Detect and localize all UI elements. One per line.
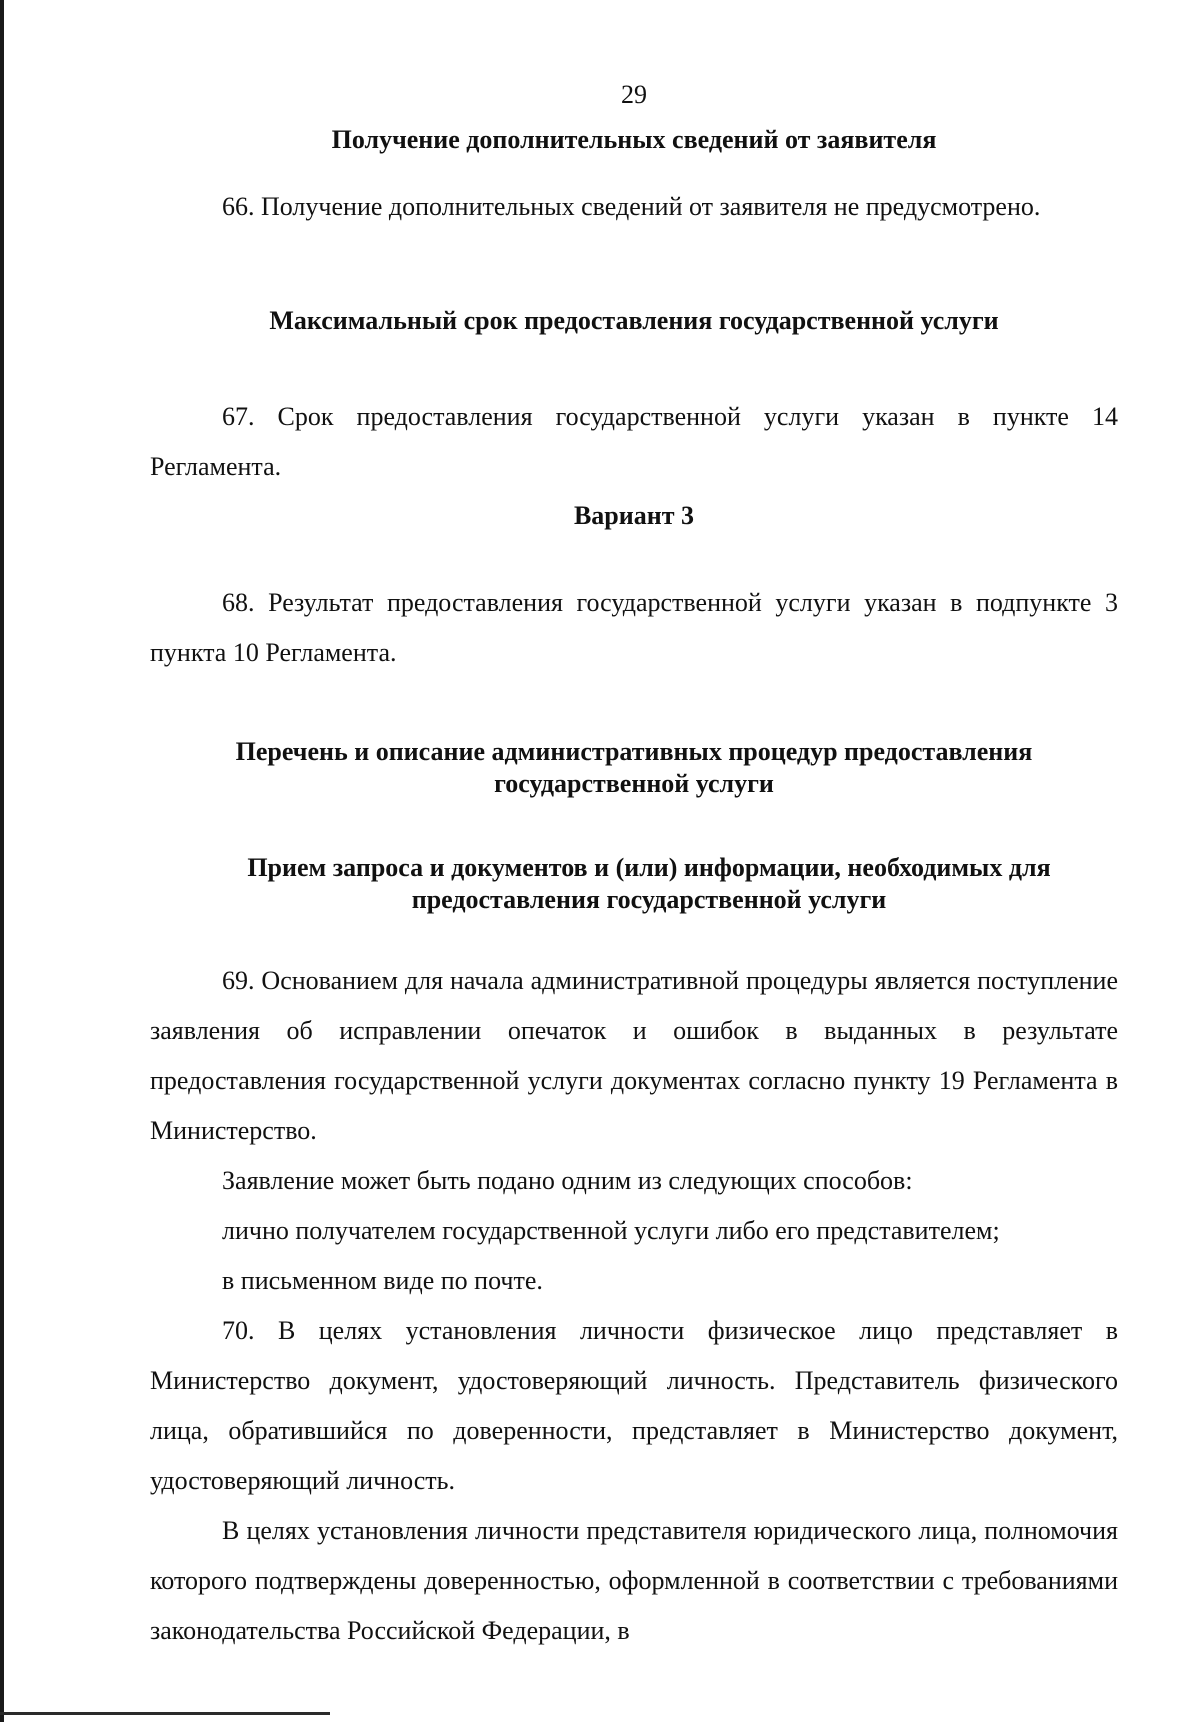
page-number: 29 bbox=[621, 80, 647, 109]
section-heading-request-intake: Прием запроса и документов и (или) информации, необходимых для предоставления государственной услуги bbox=[247, 853, 1051, 914]
paragraph-70-legal-entity: В целях установления личности представителя юридического лица, полномочия которого подтверждены доверенностью, оформленной в соответствии с требованиями законодательства Российской Федерации, в bbox=[150, 1516, 1118, 1645]
section-heading-variant-3: Вариант 3 bbox=[573, 501, 695, 530]
paragraph-70: 70. В целях установления личности физическое лицо представляет в Министерство документ, удостоверяющий личность. Представитель физического лица, обратившийся по доверенности, представляет в Министерство документ, удостоверяющий личность. bbox=[150, 1316, 1118, 1495]
paragraph-68: 68. Результат предоставления государственной услуги указан в подпункте 3 пункта 10 Регламента. bbox=[150, 588, 1118, 667]
paragraph-69-methods-intro: Заявление может быть подано одним из следующих способов: bbox=[222, 1166, 913, 1195]
paragraph-69-method-in-person: лично получателем государственной услуги либо его представителем; bbox=[222, 1216, 1000, 1245]
section-heading-max-term: Максимальный срок предоставления государственной услуги bbox=[269, 306, 999, 335]
scan-edge-left bbox=[0, 0, 4, 1722]
section-heading-additional-info: Получение дополнительных сведений от заявителя bbox=[331, 125, 937, 154]
paragraph-69: 69. Основанием для начала административной процедуры является поступление заявления об исправлении опечаток и ошибок в выданных в результате предоставления государственной услуги документах согласно пункту 19 Регламента в Министерство. bbox=[150, 966, 1118, 1145]
section-heading-procedures-list: Перечень и описание административных процедур предоставления государственной услуги bbox=[235, 737, 1033, 798]
scan-edge-bottom bbox=[0, 1712, 330, 1715]
paragraph-69-method-mail: в письменном виде по почте. bbox=[222, 1266, 543, 1295]
paragraph-67: 67. Срок предоставления государственной услуги указан в пункте 14 Регламента. bbox=[150, 402, 1118, 481]
paragraph-66: 66. Получение дополнительных сведений от заявителя не предусмотрено. bbox=[222, 192, 1041, 221]
